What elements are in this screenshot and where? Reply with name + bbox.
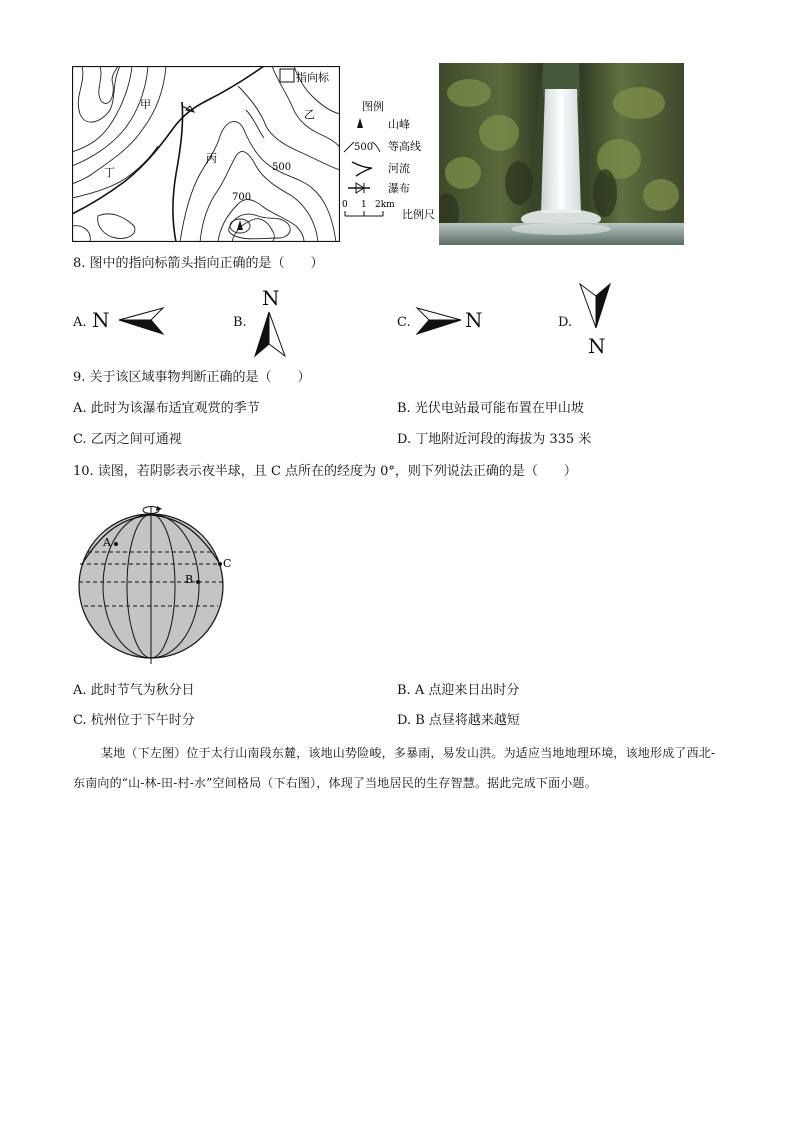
contour-map-svg [72,66,340,242]
q8-option-b-n: N [262,286,280,310]
compass-box [280,69,294,82]
globe-label-a: A [103,536,111,549]
q9-option-d[interactable]: D. 丁地附近河段的海拔为 335 米 [397,432,592,447]
q8-option-c-n: N [465,308,483,332]
arrow-up-icon [253,310,287,358]
legend-scale-bar [345,211,383,216]
globe-svg [76,502,236,666]
legend-scale-tick-0: 0 [342,200,348,210]
arrow-left-icon [117,304,167,336]
place-yi: 乙 [304,108,315,121]
legend-scale-tick-2: 2km [375,200,395,210]
place-jia: 甲 [140,98,151,111]
legend-peak: 山峰 [388,118,410,131]
contour-label-700: 700 [232,192,252,203]
q8-option-d[interactable] [558,280,628,358]
legend-contour: 等高线 [388,140,421,153]
rotation-arrow-icon [143,506,162,514]
q8-option-b-key: B. [233,315,247,330]
legend-contour-icon [344,142,354,152]
legend-waterfall-icon [348,183,370,193]
q8-option-a[interactable] [73,300,183,340]
arrow-down-icon [578,282,612,330]
point-b [196,580,200,584]
place-ding: 丁 [104,166,115,179]
q9-option-b[interactable]: B. 光伏电站最可能布置在甲山坡 [397,401,584,416]
legend-scale-tick-1: 1 [361,200,367,210]
q10-option-d[interactable]: D. B 点昼将越来越短 [397,713,520,728]
q8-option-d-n: N [588,334,606,358]
question-9: 9. 关于该区域事物判断正确的是（ ） [73,370,311,385]
legend [342,96,442,222]
passage-text: 某地（下左图）位于太行山南段东麓，该地山势险峻，多暴雨，易发山洪。为适应当地地理环境，该地形成了西北-东南向的“山-林-田-村-水”空间格局（下右图），体现了当地居民的生存智慧。据此完成下面小题。 [73,746,716,790]
question-10: 10. 读图，若阴影表示夜半球，且 C 点所在的经度为 0°，则下列说法正确的是（ ） [73,464,577,479]
legend-waterfall: 瀑布 [388,182,410,195]
legend-contour-value: 500 [354,142,374,153]
q9-option-c[interactable]: C. 乙丙之间可通视 [73,432,182,447]
contour-label-500: 500 [272,162,292,173]
q8-option-c-key: C. [397,315,411,330]
legend-title: 图例 [362,100,384,113]
q8-option-a-n: N [92,308,110,332]
arrow-right-icon [413,304,463,336]
legend-svg [342,96,442,222]
legend-peak-icon [357,118,363,128]
q10-option-a[interactable]: A. 此时节气为秋分日 [73,683,195,698]
q10-option-b[interactable]: B. A 点迎来日出时分 [397,683,520,698]
place-bing: 丙 [206,152,217,165]
legend-scale: 比例尺 [402,208,435,221]
q8-option-b[interactable] [233,286,303,358]
q8-option-c[interactable] [397,300,507,340]
question-8: 8. 图中的指向标箭头指向正确的是（ ） [73,256,324,271]
q8-option-d-key: D. [558,315,573,330]
q10-option-c[interactable]: C. 杭州位于下午时分 [73,713,195,728]
globe-diagram [76,502,236,666]
legend-river-icon [352,162,372,176]
q8-option-a-key: A. [73,315,87,330]
legend-river: 河流 [388,162,410,175]
point-c [218,562,222,566]
point-a [114,542,118,546]
q9-option-a[interactable]: A. 此时为该瀑布适宜观赏的季节 [73,401,260,416]
compass-label: 指向标 [296,71,329,84]
contour-map [72,66,340,242]
waterfall-photo-svg [439,63,684,245]
globe-label-b: B [185,573,194,586]
globe-label-c: C [223,557,232,570]
waterfall-photo [439,63,684,245]
